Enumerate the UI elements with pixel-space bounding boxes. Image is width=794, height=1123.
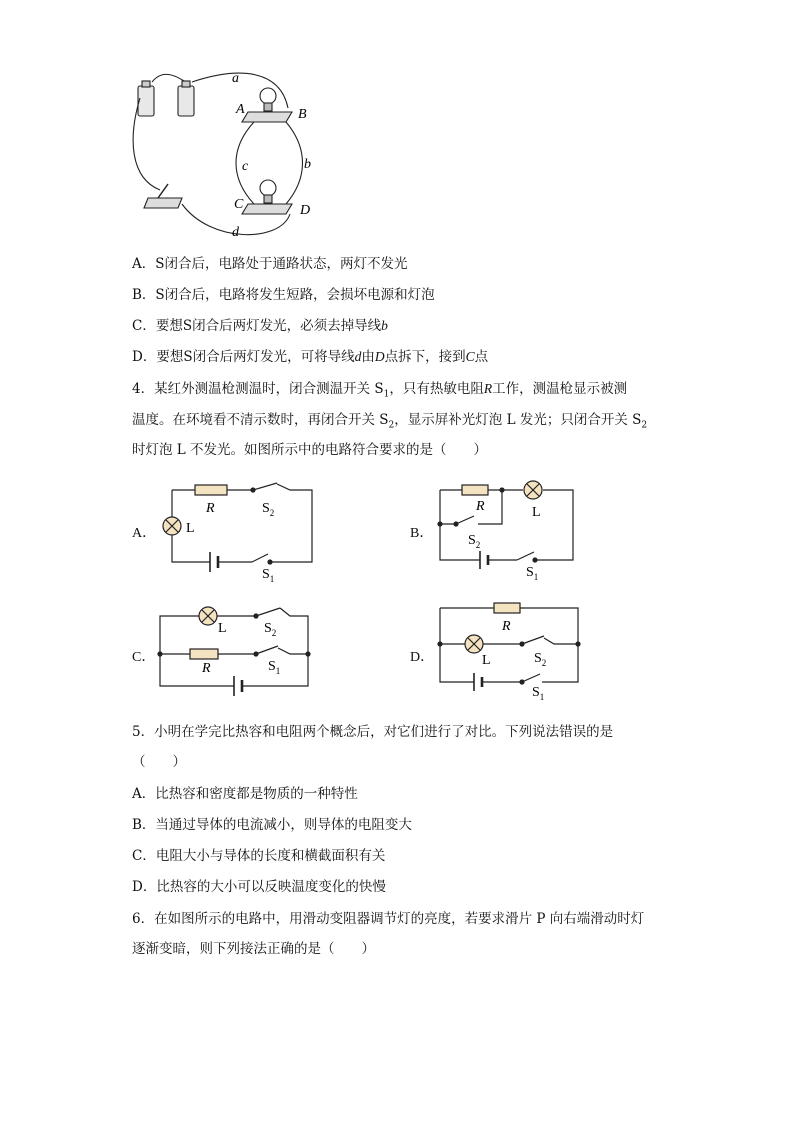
q4-line-1 [132,380,627,404]
q3-option-c [132,317,388,335]
circuit-a-label: A． [132,526,157,541]
circuit-b-L: L [532,505,541,520]
circuit-c [150,598,325,708]
circuit-a-S1: $S_1$ [262,567,275,583]
circuit-a [150,478,325,583]
q4-l1c: 工作，测温枪显示被测 [492,381,628,397]
q5-line-1: 5．小明在学完比热容和电阻两个概念后，对它们进行了对比。下列说法错误的是 [132,724,614,740]
q5-option-b: B．当通过导体的电流减小，则导体的电阻变大 [132,817,412,833]
circuit-d-L: L [482,653,491,668]
q3-option-a: A．S闭合后，电路处于通路状态，两灯不发光 [132,256,408,272]
circuit-c-label: C． [132,650,156,665]
q4-l2sub2: 2 [641,420,648,431]
q4-l2sub: 2 [388,420,395,431]
circuit-b [430,478,580,583]
q5-option-c: C．电阻大小与导体的长度和横截面积有关 [132,848,386,864]
circuit-c-S2: $S_2$ [264,621,277,638]
q4-l1b: ，只有热敏电阻 [389,381,484,397]
q4-l2b: ，显示屏补光灯泡 L 发光；只闭合开关 S [394,412,642,428]
q3-option-d [132,348,488,366]
q3-d-t3: 点拆下，接到 [384,349,466,365]
q4-l1sub: 1 [383,389,390,400]
circuit-d-S1: $S_1$ [532,685,545,702]
circuit-a-S2: $S_2$ [262,501,275,518]
circuit-d-S2: $S_2$ [534,651,547,668]
circuit-a-R: R [206,501,215,516]
q4-l2a: 温度。在环境看不清示数时，再闭合开关 S [132,412,389,428]
q5-option-d: D．比热容的大小可以反映温度变化的快慢 [132,879,386,895]
q3-d-t1: D．要想S闭合后两灯发光，可将导线 [132,349,355,365]
point-label-B: B [298,107,307,122]
q4-l1var: R [483,381,493,396]
q3-option-b: B．S闭合后，电路将发生短路，会损坏电源和灯泡 [132,287,435,303]
q3-d-t4: 点 [474,349,489,365]
top-circuit-figure [130,68,340,246]
circuit-c-L: L [218,621,227,636]
wire-label-b: b [304,157,311,172]
circuit-d-label: D． [410,650,435,665]
q3-option-c-text: C．要想S闭合后两灯发光，必须去掉导线 [132,318,382,334]
q6-line-2: 逐渐变暗，则下列接法正确的是（ ） [132,941,375,957]
circuit-d [430,598,590,703]
q6-line-1: 6．在如图所示的电路中，用滑动变阻器调节灯的亮度，若要求滑片 P 向右端滑动时灯 [132,911,645,927]
circuit-b-S2: $S_2$ [468,533,481,550]
q3-option-c-var: b [381,318,388,333]
q3-d-v2: D [374,349,385,364]
wire-label-c: c [242,159,249,174]
q4-line-3: 时灯泡 L 不发光。如图所示中的电路符合要求的是（ ） [132,442,488,458]
circuit-c-S1: $S_1$ [268,659,281,676]
wire-label-a: a [232,71,239,86]
q4-line-2 [132,411,647,435]
point-label-D: D [300,203,311,218]
circuit-d-R: R [502,619,511,634]
circuit-b-label: B． [410,526,434,541]
circuit-b-R: R [476,499,485,514]
q3-d-v3: C [465,349,475,364]
q4-l1a: 4．某红外测温枪测温时，闭合测温开关 S [132,381,384,397]
point-label-C: C [234,197,244,212]
circuit-b-S1: $S_1$ [526,565,539,582]
q3-d-t2: 由 [361,349,375,365]
circuit-c-R: R [202,661,211,676]
point-label-A: A [236,102,245,117]
circuit-a-L: L [186,521,195,536]
q3-d-v1: d [354,349,362,364]
wire-label-d: d [232,225,239,240]
q5-option-a: A．比热容和密度都是物质的一种特性 [132,786,358,802]
q5-line-2: （ ） [132,754,186,770]
